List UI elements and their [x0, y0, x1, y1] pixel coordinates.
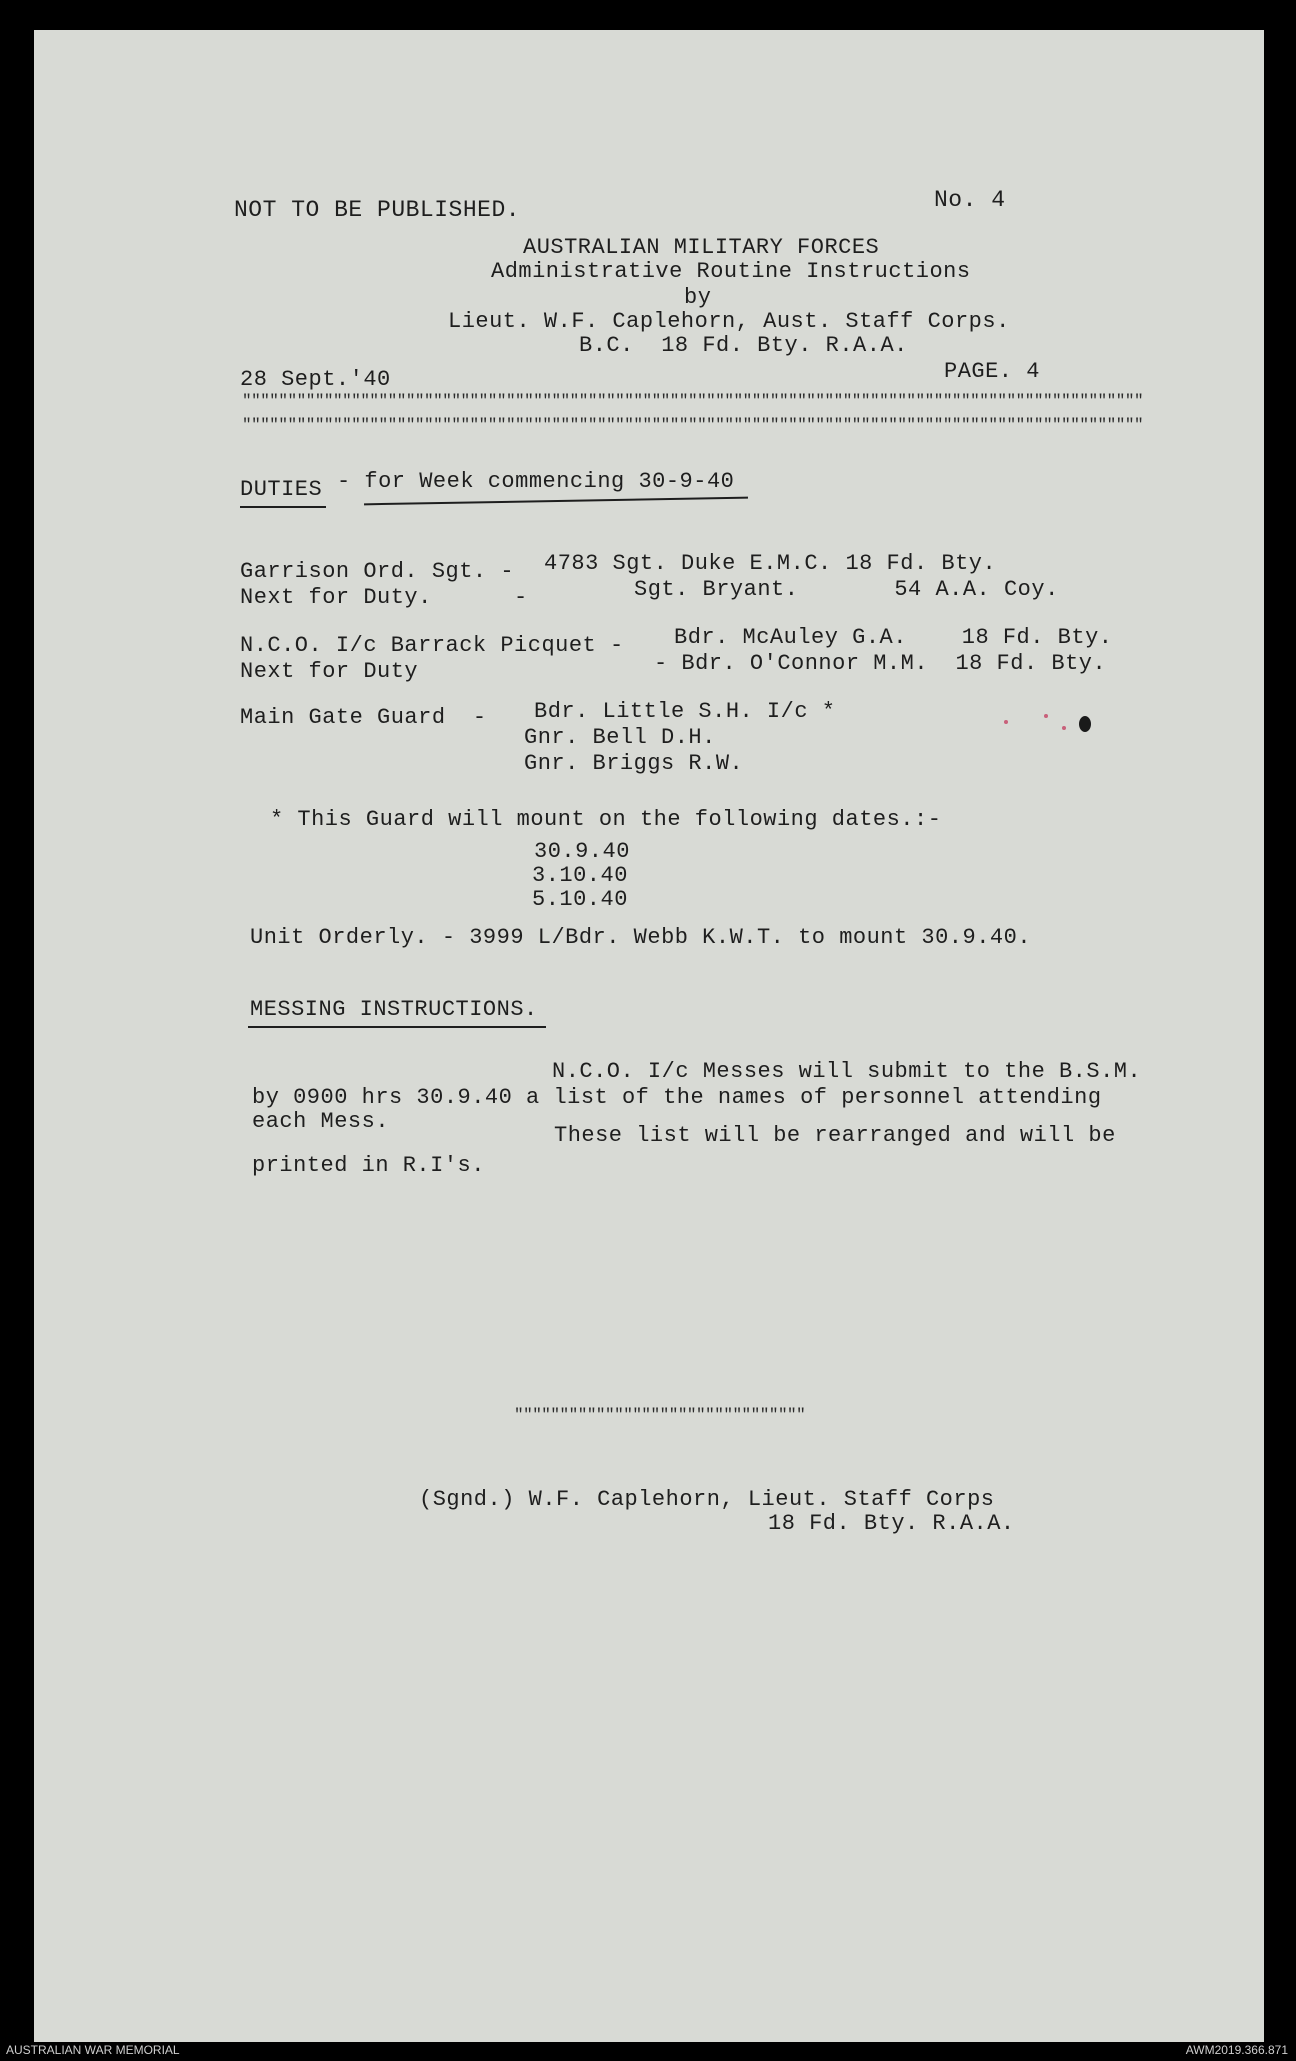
stain-dot — [1044, 714, 1048, 718]
nco-next-value: - Bdr. O'Connor M.M. 18 Fd. Bty. — [654, 651, 1107, 676]
gate-guard-member: Gnr. Briggs R.W. — [524, 751, 744, 776]
not-published-notice: NOT TO BE PUBLISHED. — [234, 197, 521, 223]
gate-guard-member: Gnr. Bell D.H. — [524, 725, 716, 750]
nco-picquet-value: Bdr. McAuley G.A. 18 Fd. Bty. — [674, 625, 1113, 650]
duties-heading-underline — [240, 506, 326, 508]
ink-blot — [1079, 716, 1091, 732]
document-date: 28 Sept.'40 — [240, 367, 391, 392]
title-line-5: B.C. 18 Fd. Bty. R.A.A. — [579, 333, 908, 358]
archive-credit: AUSTRALIAN WAR MEMORIAL — [6, 2043, 180, 2057]
garrison-value: 4783 Sgt. Duke E.M.C. 18 Fd. Bty. — [544, 551, 997, 576]
page-number: PAGE. 4 — [944, 359, 1040, 384]
nco-next-label: Next for Duty — [240, 659, 419, 684]
title-line-1: AUSTRALIAN MILITARY FORCES — [523, 235, 880, 260]
messing-para2-line2: printed in R.I's. — [252, 1153, 485, 1178]
messing-para1-line3: each Mess. — [252, 1109, 390, 1134]
document-page — [34, 30, 1264, 2042]
messing-para2-line1: These list will be rearranged and will be — [554, 1123, 1116, 1148]
stain-dot — [1062, 726, 1066, 730]
duties-heading-week: - for Week commencing 30-9-40 — [337, 469, 735, 494]
title-line-3: by — [684, 285, 712, 310]
garrison-label: Garrison Ord. Sgt. - — [240, 559, 515, 584]
guard-date: 3.10.40 — [532, 863, 628, 888]
title-line-2: Administrative Routine Instructions — [491, 259, 971, 284]
title-line-4: Lieut. W.F. Caplehorn, Aust. Staff Corps. — [448, 309, 1010, 334]
signature-line-2: 18 Fd. Bty. R.A.A. — [768, 1511, 1015, 1536]
archive-footer — [0, 2039, 1296, 2061]
unit-orderly: Unit Orderly. - 3999 L/Bdr. Webb K.W.T. to mount 30.9.40. — [250, 925, 1032, 950]
duties-week-underline — [364, 497, 748, 506]
gate-guard-member: Bdr. Little S.H. I/c * — [534, 699, 836, 724]
guard-date: 5.10.40 — [532, 887, 628, 912]
nco-picquet-label: N.C.O. I/c Barrack Picquet - — [240, 633, 624, 658]
messing-para1-line2: by 0900 hrs 30.9.40 a list of the names of personnel attending — [252, 1085, 1102, 1110]
garrison-next-value: Sgt. Bryant. 54 A.A. Coy. — [634, 577, 1059, 602]
messing-heading-underline — [248, 1026, 546, 1028]
garrison-next-label: Next for Duty. - — [240, 585, 528, 610]
messing-heading: MESSING INSTRUCTIONS. — [250, 997, 538, 1022]
messing-para1-line1: N.C.O. I/c Messes will submit to the B.S.M. — [552, 1059, 1142, 1084]
gate-guard-label: Main Gate Guard - — [240, 705, 487, 730]
signature-line-1: (Sgnd.) W.F. Caplehorn, Lieut. Staff Corps — [419, 1487, 995, 1512]
header-separator-2: """"""""""""""""""""""""""""""""""""""""""""""""""""""""""""""""""""""""""""""""""""""""""""""""""" — [242, 416, 1144, 434]
duties-heading: DUTIES — [240, 477, 323, 502]
guard-mount-note: * This Guard will mount on the following dates.:- — [270, 807, 942, 832]
guard-date: 30.9.40 — [534, 839, 630, 864]
stain-dot — [1004, 720, 1008, 724]
order-number: No. 4 — [934, 187, 1006, 213]
header-separator-1: """"""""""""""""""""""""""""""""""""""""""""""""""""""""""""""""""""""""""""""""""""""""""""""""""" — [242, 392, 1144, 410]
archive-reference: AWM2019.366.871 — [1185, 2043, 1288, 2057]
closing-separator: """""""""""""""""""""""""""""""" — [514, 1406, 806, 1424]
